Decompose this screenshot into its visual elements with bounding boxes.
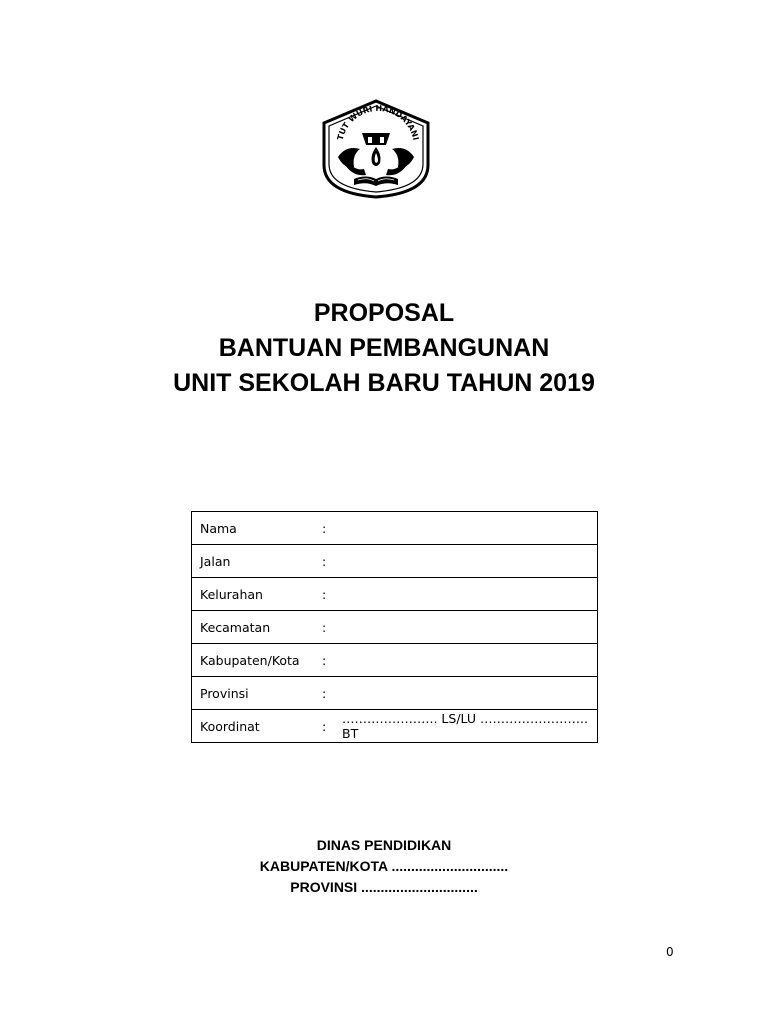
row-colon: : <box>322 512 342 545</box>
title-line-2: BANTUAN PEMBANGUNAN <box>218 334 550 362</box>
row-value-nama[interactable] <box>342 512 598 545</box>
row-colon: : <box>322 644 342 677</box>
row-label: Jalan <box>192 545 323 578</box>
proposal-title <box>0 296 768 401</box>
issuer-line-dinas: DINAS PENDIDIKAN <box>316 837 452 853</box>
issuer-block <box>0 835 768 898</box>
school-identity-table <box>191 511 598 743</box>
row-value-kecamatan[interactable] <box>342 611 598 644</box>
table-row-kecamatan <box>192 611 598 644</box>
issuer-line-kabupaten: KABUPATEN/KOTA .............................. <box>259 858 509 874</box>
row-value-jalan[interactable] <box>342 545 598 578</box>
table-row-koordinat <box>192 710 598 743</box>
row-value-koordinat[interactable]: ………………….. LS/LU …………………….. BT <box>342 710 598 743</box>
title-line-3: UNIT SEKOLAH BARU TAHUN 2019 <box>173 369 595 397</box>
emblem-motto: TUT WURI HANDAYANI <box>335 103 421 142</box>
table-row-nama <box>192 512 598 545</box>
row-colon: : <box>322 578 342 611</box>
row-label: Nama <box>192 512 323 545</box>
row-value-provinsi[interactable] <box>342 677 598 710</box>
row-label: Kecamatan <box>192 611 323 644</box>
title-line-1: PROPOSAL <box>313 299 455 327</box>
row-value-kabupaten-kota[interactable] <box>342 644 598 677</box>
tut-wuri-handayani-emblem-icon <box>316 97 436 201</box>
row-colon: : <box>322 611 342 644</box>
row-colon: : <box>322 710 342 743</box>
row-value-kelurahan[interactable] <box>342 578 598 611</box>
row-colon: : <box>322 545 342 578</box>
table-row-kelurahan <box>192 578 598 611</box>
table-row-provinsi <box>192 677 598 710</box>
table-row-kabupaten-kota <box>192 644 598 677</box>
row-label: Koordinat <box>192 710 323 743</box>
row-label: Kabupaten/Kota <box>192 644 323 677</box>
page-number: 0 <box>666 945 674 959</box>
row-label: Kelurahan <box>192 578 323 611</box>
row-colon: : <box>322 677 342 710</box>
issuer-line-provinsi: PROVINSI .............................. <box>290 879 478 895</box>
row-label: Provinsi <box>192 677 323 710</box>
table-row-jalan <box>192 545 598 578</box>
